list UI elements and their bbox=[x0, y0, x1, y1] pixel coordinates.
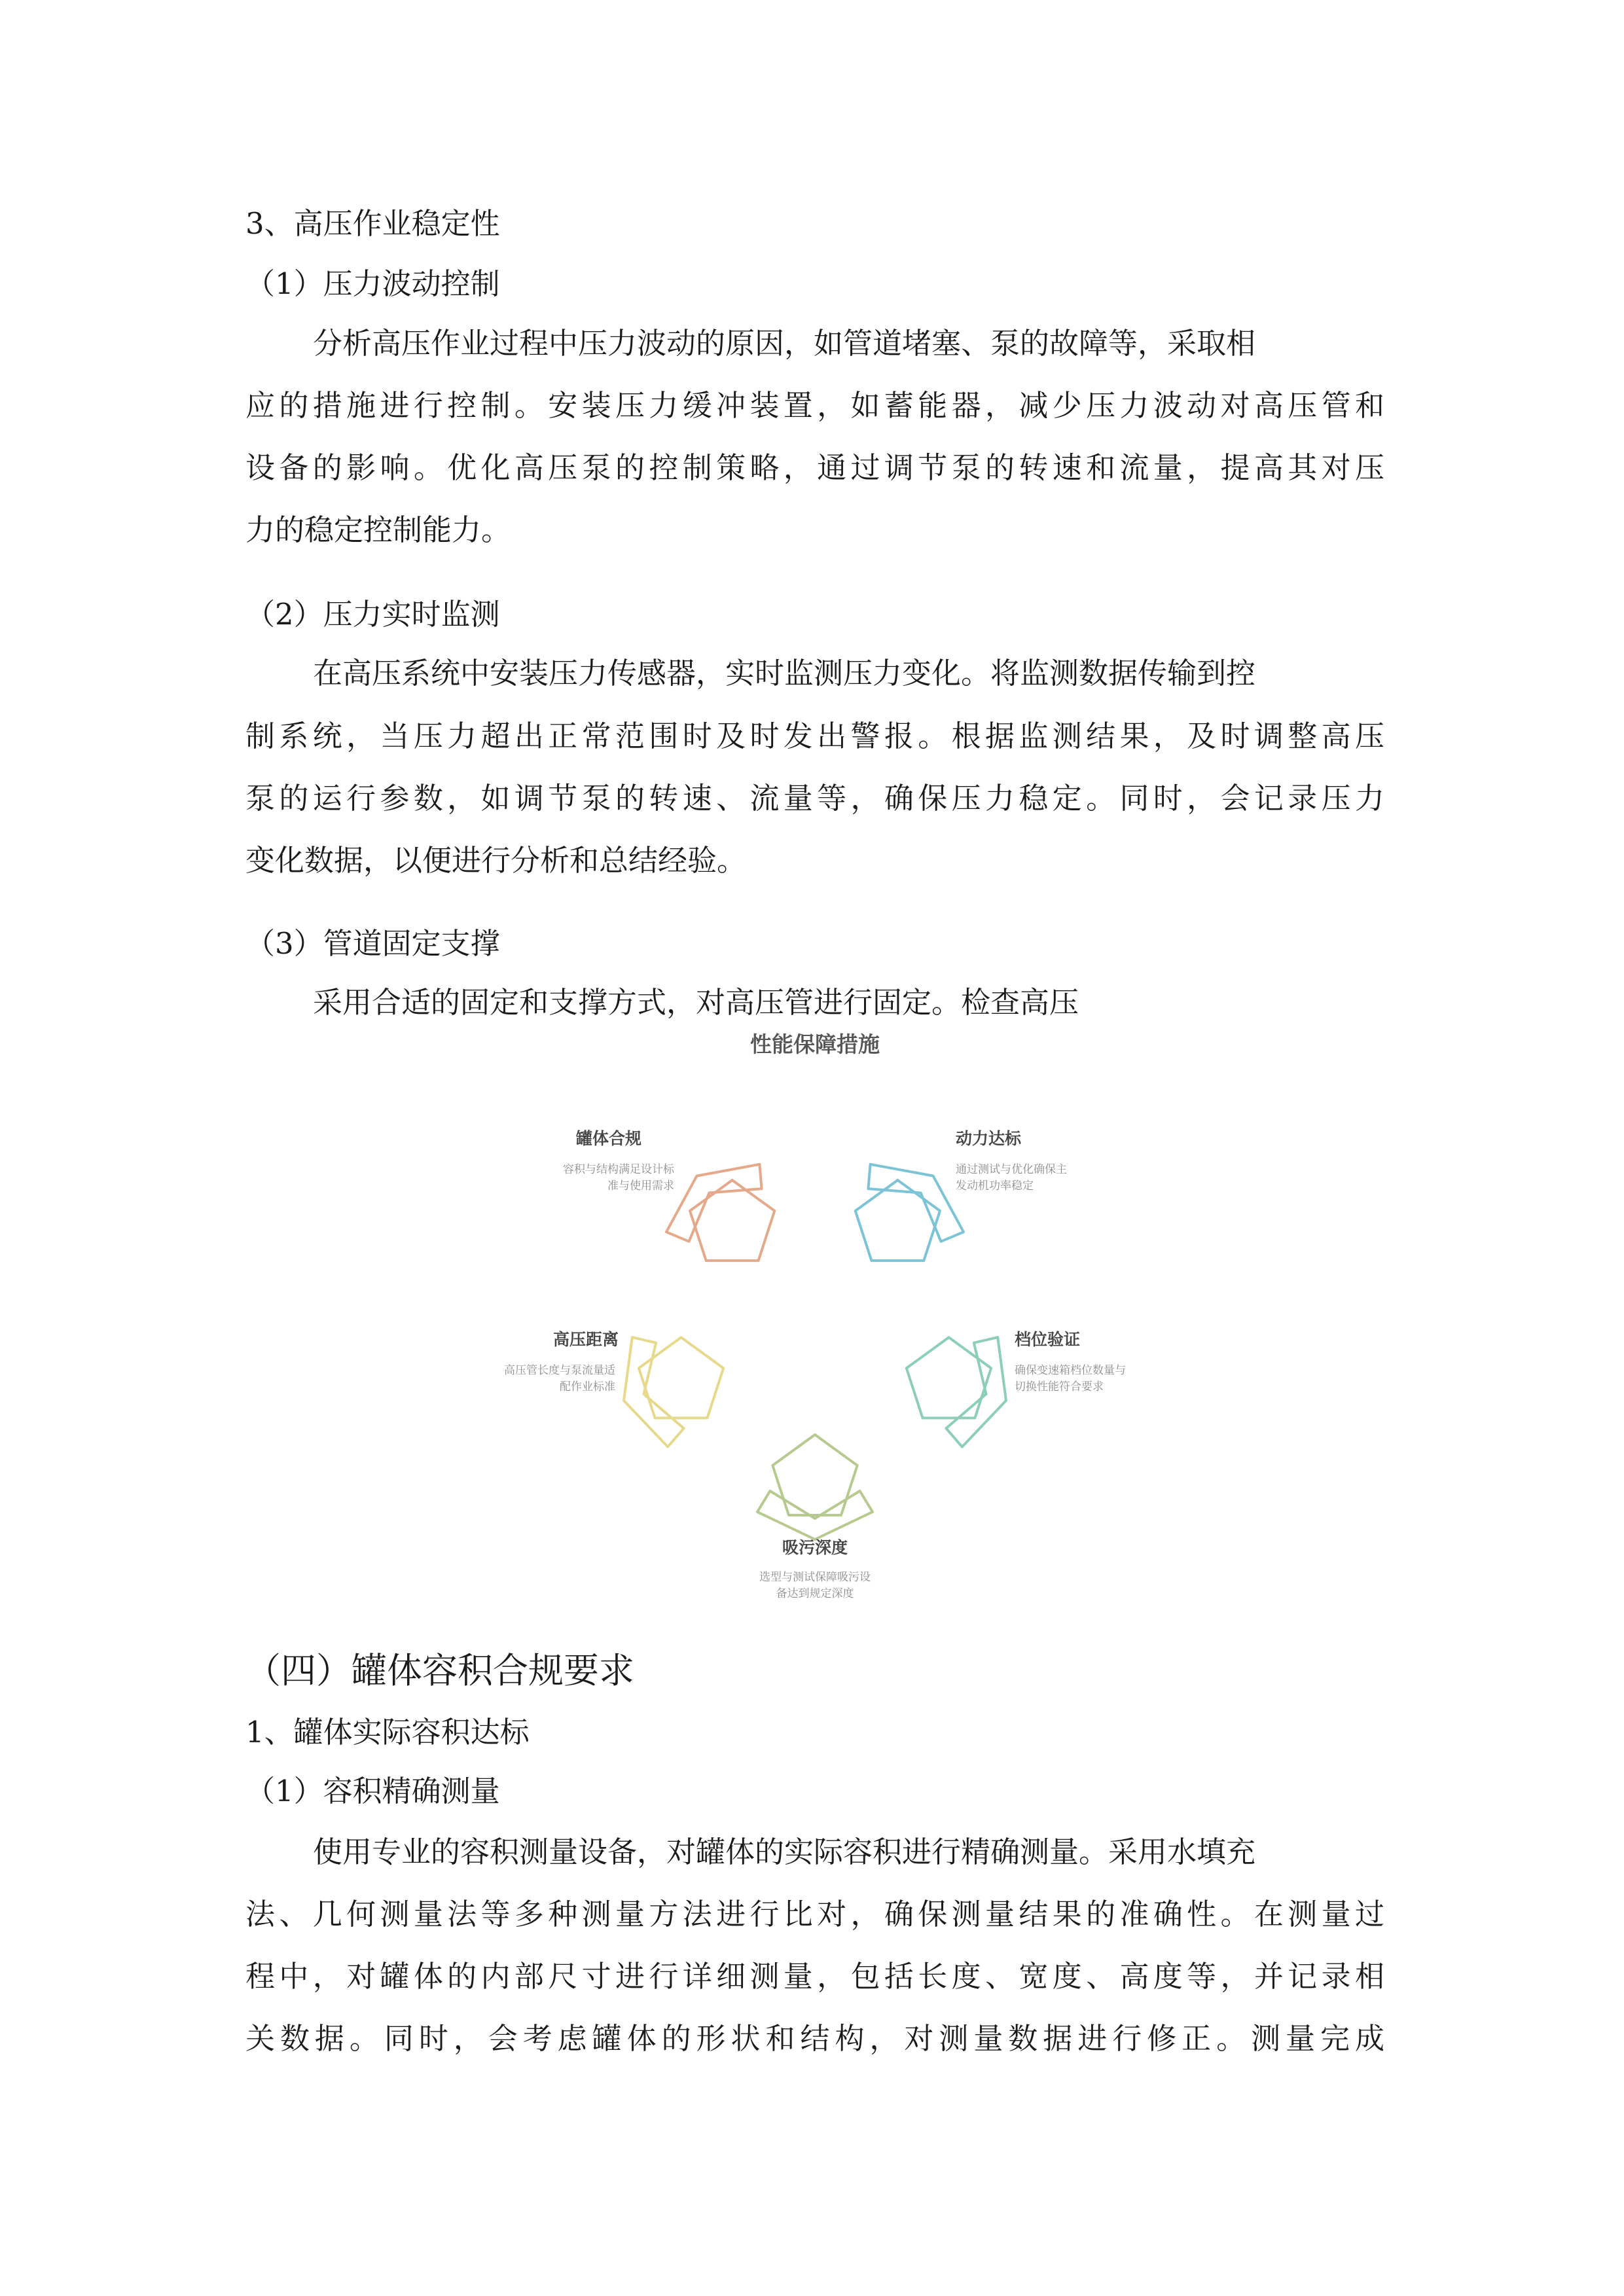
chapter-heading: （四）罐体容积合规要求 bbox=[245, 1650, 634, 1691]
paragraph-line: 在高压系统中安装压力传感器，实时监测压力变化。将监测数据传输到控 bbox=[313, 656, 1256, 691]
bracket-pressure bbox=[624, 1337, 684, 1446]
paragraph-line: 力的稳定控制能力。 bbox=[245, 512, 511, 547]
subsection-title: （2）压力实时监测 bbox=[245, 597, 500, 632]
performance-measures-diagram bbox=[452, 1024, 1178, 1617]
section-heading: 1、罐体实际容积达标 bbox=[245, 1715, 530, 1749]
paragraph-line: 泵的运行参数，如调节泵的转速、流量等，确保压力稳定。同时，会记录压力 bbox=[245, 781, 1384, 816]
paragraph-line: 制系统，当压力超出正常范围时及时发出警报。根据监测结果，及时调整高压 bbox=[245, 719, 1384, 753]
paragraph-line: 程中，对罐体的内部尺寸进行详细测量，包括长度、宽度、高度等，并记录相 bbox=[245, 1959, 1384, 1994]
paragraph-line: 应的措施进行控制。安装压力缓冲装置，如蓄能器，减少压力波动对高压管和 bbox=[245, 388, 1384, 423]
pentagon-gear bbox=[907, 1337, 991, 1418]
diagram-label-pressure: 高压距离 bbox=[552, 1330, 619, 1349]
paragraph-line: 设备的影响。优化高压泵的控制策略，通过调节泵的转速和流量，提高其对压 bbox=[245, 450, 1384, 485]
paragraph-line: 法、几何测量法等多种测量方法进行比对，确保测量结果的准确性。在测量过 bbox=[245, 1897, 1384, 1931]
diagram-desc-gear-1: 确保变速箱档位数量与 bbox=[1015, 1364, 1126, 1377]
diagram-title: 性能保障措施 bbox=[750, 1031, 880, 1057]
bracket-power bbox=[868, 1164, 964, 1242]
paragraph-line: 采用合适的固定和支撑方式，对高压管进行固定。检查高压 bbox=[313, 985, 1079, 1020]
diagram-desc-pressure-2: 配作业标准 bbox=[560, 1380, 615, 1393]
subsection-title: （3）管道固定支撑 bbox=[245, 926, 500, 961]
diagram-desc-gear-2: 切换性能符合要求 bbox=[1015, 1380, 1104, 1393]
diagram-label-tank: 罐体合规 bbox=[575, 1129, 641, 1148]
paragraph-line: 分析高压作业过程中压力波动的原因，如管道堵塞、泵的故障等，采取相 bbox=[313, 326, 1256, 361]
diagram-label-power: 动力达标 bbox=[956, 1129, 1022, 1148]
diagram-desc-power-2: 发动机功率稳定 bbox=[956, 1179, 1034, 1193]
subsection-title: （1）压力波动控制 bbox=[245, 266, 500, 301]
diagram-desc-tank-1: 容积与结构满足设计标 bbox=[563, 1163, 674, 1176]
bracket-tank bbox=[666, 1164, 762, 1242]
diagram-desc-suction-2: 备达到规定深度 bbox=[776, 1587, 854, 1600]
diagram-desc-pressure-1: 高压管长度与泵流量适 bbox=[504, 1364, 615, 1377]
paragraph-line: 变化数据，以便进行分析和总结经验。 bbox=[245, 843, 747, 878]
diagram-desc-suction-1: 选型与测试保障吸污设 bbox=[759, 1571, 871, 1584]
diagram-label-suction: 吸污深度 bbox=[782, 1538, 848, 1557]
paragraph-line: 使用专业的容积测量设备，对罐体的实际容积进行精确测量。采用水填充 bbox=[313, 1835, 1256, 1869]
subsection-title: （1）容积精确测量 bbox=[245, 1774, 500, 1808]
pentagon-pressure bbox=[639, 1337, 723, 1418]
paragraph-line: 关数据。同时，会考虑罐体的形状和结构，对测量数据进行修正。测量完成 bbox=[245, 2021, 1384, 2056]
diagram-desc-power-1: 通过测试与优化确保主 bbox=[956, 1163, 1067, 1176]
bracket-gear bbox=[946, 1337, 1006, 1446]
pentagon-suction bbox=[772, 1435, 857, 1515]
diagram-label-gear: 档位验证 bbox=[1015, 1330, 1081, 1349]
diagram-desc-tank-2: 准与使用需求 bbox=[607, 1179, 674, 1193]
section-heading: 3、高压作业稳定性 bbox=[245, 206, 500, 241]
